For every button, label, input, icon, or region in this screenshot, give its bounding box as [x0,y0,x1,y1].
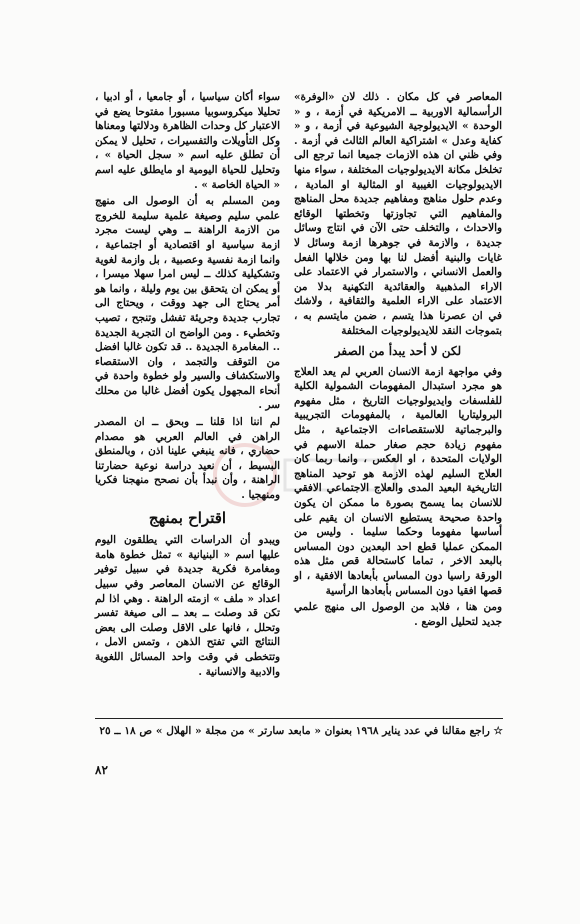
paragraph: سواء أكان سياسيا ، أو جامعيا ، أو ادبيا ، تحليلا ميكروسوبيا مسبورا مفتوحا يضع في الاعتبار كل وحدات الظاهرة ودلالتها ومعناها وكل التأويلات والتفسيرات ، تحليل لا يمكن أن تطلق عليه اسم « سجل الحياة » ، وتحليل للحياة اليومية او مايطلق عليه اسم « الحياة الخاصة » . [95,91,280,191]
section-heading: اقتراح بمنهج [148,508,227,527]
left-column [95,90,280,681]
paragraph: المعاصر في كل مكان . ذلك لان «الوفرة» الرأسمالية الاوربية ــ الامريكية في أزمة ، و « الوحدة » الايديولوجية الشيوعية في أزمة ، و « كفاية وعدل » اشتراكية العالم الثالث في أزمة . وفي ظني ان هذه الازمات جميعا انما ترجع الى تخلخل مكانة الايديولوجيات المختلفة ، سواء منها الايديولوجيات الغيبية او المثالية او المادية ، وعدم حلول مناهج ومفاهيم جديدة محل المناهج والمفاهيم التي تجاوزتها وتخطتها الوقائع والاحداث ، والتخلف حتى الآن في انتاج وسائل جديدة ، والازمة في جوهرها ازمة وسائل لا غايات والبنية أفضل لنا بها ومن خلالها الفعل والعمل الانساني ، والاستمرار في الاعتماد على الاراء المذهبية والعقائدية التكهنية بدلا من الاعتماد على الاراء العلمية والثقافية ، ولاشك في ان عصرنا هذا يتسم ، ضمن مايتسم به ، بتموجات النقد للايديولوجيات المختلفة [294,91,502,337]
section-heading: لكن لا أحد يبدأ من الصفر [334,344,462,359]
paragraph: ومن هنا ، فلابد من الوصول الى منهج علمي جديد لتحليل الوضع . [294,601,502,628]
paragraph: وفي مواجهة ازمة الانسان العربي لم يعد العلاج هو مجرد استبدال المفهومات الشمولية الكلية للفلسفات وايديولوجيات التاريخ ، مثل مفهوم البروليتاريا العالمية ، بالمفهومات التجريبية والبرجماتية للاستقصاءات الاجتماعية ، مثل مفهوم زيادة حجم صغار حملة الاسهم في الولايات المتحدة ، او العكس ، وانما ربما كان العلاج السليم لهذه الازمة هو توحيد المناهج التاريخية البعيد المدى والعلاج الاجتماعي الافقي للانسان بما يسمح بصورة ما ممكن ان يكون واحدة صحيحة يستطيع الانسان ان يقيم على أساسها مفهوما وحكما سليما . وليس من الممكن عمليا قطع احد البعدين دون المساس بالبعد الاخر ، تماما كاستحالة قص مثل هذه الورقة راسيا دون المساس بأبعادها الافقية ، او قصها افقيا دون المساس بأبعادها الرأسية [294,365,502,597]
page-number: ٨٢ [95,763,108,777]
paragraph: ومن المسلم به أن الوصول الى منهج علمي سليم وصيغة علمية سليمة للخروج من الازمة الراهنة ــ وهي ليست مجرد ازمة سياسية او اقتصادية أو اجتماعية ، وانما ازمة نفسية وعصبية ، بل وازمة لغوية وتشكيلية كذلك ــ ليس امرا سهلا ميسرا ، أو يمكن ان يتحقق بين يوم وليلة ، وانما هو أمر يحتاج الى جهد ووقت ، ويحتاج الى تجارب جديدة وجريئة تفشل وتنجح ، تصيب وتخطيء . ومن الواضح ان التجربة الجديدة .. المغامرة الجديدة .. قد تكون غالبا افضل من التوقف والتجمد ، وان الاستقصاء والاستكشاف والسير ولو خطوة واحدة في أنحاء المجهول يكون أفضل غالبا من محلك سر . [95,195,280,412]
paragraph: ويبدو أن الدراسات التي يطلقون اليوم عليها اسم « البنيانية » تمثل خطوة هامة ومغامرة فكرية جديدة في سبيل توفير الوقائع عن الانسان المعاصر وفي سبيل اعداد « ملف » ازمته الراهنة . وهي اذا لم تكن قد وصلت ــ بعد ــ الى صيغة تفسر وتحلل ، فانها على الاقل وصلت الى بعض النتائج التي تفتح الذهن ، وتمس الامل ، وتتخطى في وقت واحد المسائل اللغوية والادبية والانسانية . [95,534,280,678]
footnote-divider [95,718,503,719]
paragraph: لم اننا اذا قلنا ــ وبحق ــ ان المصدر الراهن في العالم العربي هو مصدام حضاري ، فانه ينبغي علينا اذن ، وبالمنطق البسيط ، أن نعيد دراسة نوعية حضارتنا الراهنة ، وأن نبدأ بأن نصحح منهجنا فكريا ومنهجيا . [95,416,280,502]
footnote: ☆ راجع مقالنا في عدد يناير ١٩٦٨ بعنوان « مابعد سارتر » من مجلة « الهلال » ص ١٨ ــ ٢٥ [99,725,503,737]
right-column [294,90,502,631]
